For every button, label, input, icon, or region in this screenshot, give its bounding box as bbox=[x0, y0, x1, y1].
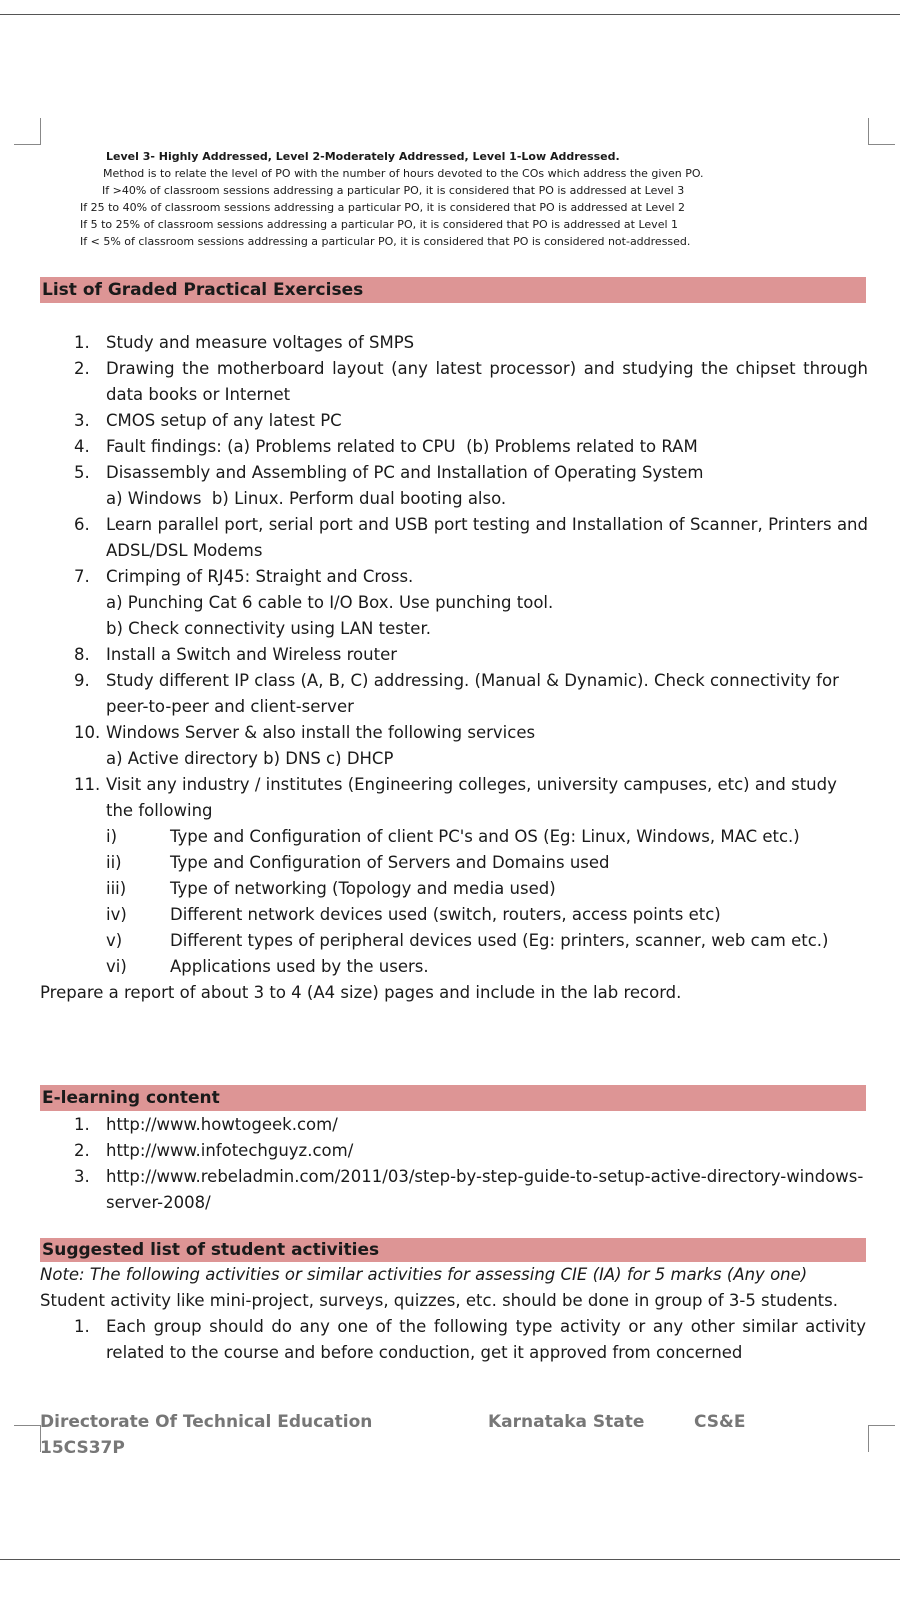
sub-item: a) Active directory b) DNS c) DHCP bbox=[106, 749, 394, 768]
roman-item: ii) Type and Configuration of Servers and Domains used bbox=[106, 853, 610, 872]
crop-mark-top-left bbox=[14, 118, 41, 145]
footer-dept: CS&E bbox=[694, 1412, 746, 1432]
list-item: 7. Crimping of RJ45: Straight and Cross. bbox=[74, 567, 414, 586]
report-instruction: Prepare a report of about 3 to 4 (A4 size) pages and include in the lab record. bbox=[40, 983, 682, 1002]
level-definitions bbox=[40, 148, 850, 250]
level-line: Method is to relate the level of PO with the number of hours devoted to the COs which address the given PO. bbox=[103, 167, 704, 180]
roman-item: i) Type and Configuration of client PC's and OS (Eg: Linux, Windows, MAC etc.) bbox=[106, 827, 800, 846]
list-item: 5. Disassembly and Assembling of PC and Installation of Operating System bbox=[74, 463, 704, 482]
list-item: 6. Learn parallel port, serial port and USB port testing and Installation of Scanner, Printers and ADSL/DSL Modems bbox=[74, 515, 868, 560]
level-line: If >40% of classroom sessions addressing a particular PO, it is considered that PO is addressed at Level 3 bbox=[102, 184, 685, 197]
elearning-heading: E-learning content bbox=[40, 1085, 866, 1111]
practicals-heading: List of Graded Practical Exercises bbox=[40, 277, 866, 303]
sub-item: a) Punching Cat 6 cable to I/O Box. Use punching tool. bbox=[106, 593, 554, 612]
list-item: 8. Install a Switch and Wireless router bbox=[74, 645, 398, 664]
top-page-border bbox=[0, 14, 900, 15]
roman-item: iv) Different network devices used (switch, routers, access points etc) bbox=[106, 905, 721, 924]
activities-heading: Suggested list of student activities bbox=[40, 1238, 866, 1262]
footer-course-code: 15CS37P bbox=[40, 1438, 125, 1458]
bottom-page-border bbox=[0, 1559, 900, 1560]
level-heading: Level 3- Highly Addressed, Level 2-Moderately Addressed, Level 1-Low Addressed. bbox=[106, 150, 620, 163]
level-line: If 5 to 25% of classroom sessions addressing a particular PO, it is considered that PO is addressed at Level 1 bbox=[80, 218, 679, 231]
crop-mark-bottom-right bbox=[868, 1425, 895, 1452]
crop-mark-bottom-left bbox=[14, 1425, 41, 1452]
elearning-link[interactable]: http://www.infotechguyz.com/ bbox=[106, 1141, 354, 1160]
list-item: 1. Study and measure voltages of SMPS bbox=[74, 333, 415, 352]
roman-item: v) Different types of peripheral devices used (Eg: printers, scanner, web cam etc.) bbox=[106, 931, 829, 950]
activities-intro: Student activity like mini-project, surveys, quizzes, etc. should be done in group of 3-5 students. bbox=[40, 1291, 838, 1310]
footer-org: Directorate Of Technical Education bbox=[40, 1412, 373, 1432]
sub-item: a) Windows b) Linux. Perform dual booting also. bbox=[106, 489, 507, 508]
list-item: 11. Visit any industry / institutes (Engineering colleges, university campuses, etc) and study the following bbox=[74, 775, 837, 820]
elearning-link[interactable]: http://www.howtogeek.com/ bbox=[106, 1115, 338, 1134]
list-item: 9. Study different IP class (A, B, C) addressing. (Manual & Dynamic). Check connectivity for peer-to-peer and client-server bbox=[74, 671, 839, 716]
list-item: 2. Drawing the motherboard layout (any latest processor) and studying the chipset through data books or Internet bbox=[74, 359, 868, 404]
list-item: 1. Each group should do any one of the following type activity or any other similar activity related to the course and before conduction, get it approved from concerned bbox=[74, 1317, 866, 1362]
roman-item: iii) Type of networking (Topology and media used) bbox=[106, 879, 556, 898]
sub-item: b) Check connectivity using LAN tester. bbox=[106, 619, 431, 638]
student-activities bbox=[40, 1262, 866, 1366]
activities-note: Note: The following activities or similar activities for assessing CIE (IA) for 5 marks (Any one) bbox=[40, 1265, 808, 1284]
list-item: 4. Fault findings: (a) Problems related to CPU (b) Problems related to RAM bbox=[74, 437, 698, 456]
list-item: 1. http://www.howtogeek.com/ bbox=[40, 1112, 868, 1138]
list-item: 3. CMOS setup of any latest PC bbox=[74, 411, 342, 430]
practical-exercise-list bbox=[40, 330, 868, 1006]
level-line: If < 5% of classroom sessions addressing a particular PO, it is considered that PO is considered not-addressed. bbox=[80, 235, 691, 248]
list-item: 3. http://www.rebeladmin.com/2011/03/step-by-step-guide-to-setup-active-directory-windows-server-2008/ bbox=[40, 1164, 868, 1216]
roman-item: vi) Applications used by the users. bbox=[106, 957, 429, 976]
footer-state: Karnataka State bbox=[488, 1412, 645, 1432]
list-item: 10. Windows Server & also install the following services bbox=[74, 723, 536, 742]
level-line: If 25 to 40% of classroom sessions addressing a particular PO, it is considered that PO is addressed at Level 2 bbox=[80, 201, 686, 214]
elearning-link[interactable]: http://www.rebeladmin.com/2011/03/step-by-step-guide-to-setup-active-directory-windows-server-2008/ bbox=[106, 1167, 864, 1212]
elearning-links bbox=[40, 1112, 868, 1216]
list-item: 2. http://www.infotechguyz.com/ bbox=[40, 1138, 868, 1164]
crop-mark-top-right bbox=[868, 118, 895, 145]
